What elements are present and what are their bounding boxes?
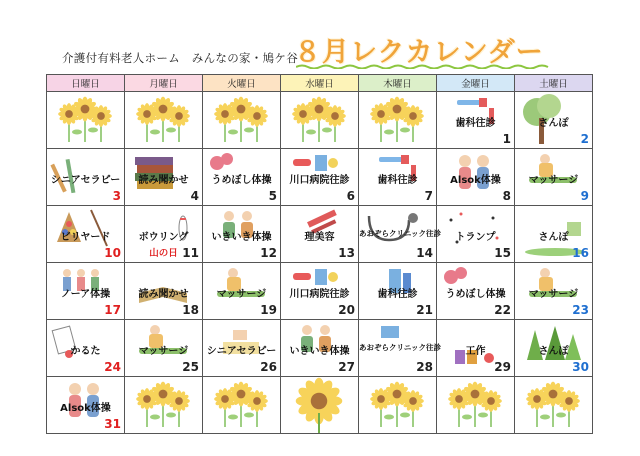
calendar-day-cell (437, 263, 515, 320)
header-tuesday: 火曜日 (203, 75, 281, 92)
calendar-day-cell (359, 263, 437, 320)
holiday-label: 山の日 (149, 248, 178, 259)
event-label: 歯科往診 (377, 175, 418, 186)
day-number: 17 (104, 303, 121, 317)
day-number: 11 (182, 246, 199, 260)
calendar-day-cell (437, 320, 515, 377)
calendar-day-cell (515, 263, 593, 320)
event-label: かるた (70, 346, 101, 357)
day-number: 7 (424, 189, 433, 203)
header-friday: 金曜日 (437, 75, 515, 92)
day-number: 28 (416, 360, 433, 374)
day-number: 15 (494, 246, 511, 260)
day-number: 19 (260, 303, 277, 317)
event-label: マッサージ (216, 289, 267, 300)
header-saturday: 土曜日 (515, 75, 593, 92)
calendar-week-row (47, 263, 593, 320)
calendar-empty-cell (437, 377, 515, 434)
calendar-day-cell (515, 206, 593, 263)
event-label: トランプ (455, 232, 496, 243)
calendar-empty-cell (359, 377, 437, 434)
event-label: うめぼし体操 (445, 289, 506, 300)
calendar-day-cell (281, 320, 359, 377)
event-label: 川口病院往診 (289, 175, 350, 186)
calendar-week-row (47, 92, 593, 149)
calendar-day-cell (47, 320, 125, 377)
calendar-day-cell (281, 206, 359, 263)
header-wednesday: 水曜日 (281, 75, 359, 92)
event-label: 歯科往診 (377, 289, 418, 300)
day-number: 25 (182, 360, 199, 374)
day-number: 21 (416, 303, 433, 317)
day-number: 8 (502, 189, 511, 203)
calendar-day-cell (281, 149, 359, 206)
day-number: 13 (338, 246, 355, 260)
calendar-week-row (47, 149, 593, 206)
event-label: 川口病院往診 (289, 289, 350, 300)
calendar-day-cell (437, 92, 515, 149)
day-number: 26 (260, 360, 277, 374)
event-label: うめぼし体操 (211, 175, 272, 186)
header-sunday: 日曜日 (47, 75, 125, 92)
calendar-empty-cell (203, 377, 281, 434)
day-number: 9 (580, 189, 589, 203)
calendar-day-cell (125, 206, 203, 263)
day-number: 5 (268, 189, 277, 203)
event-label: マッサージ (528, 175, 579, 186)
calendar-day-cell (515, 149, 593, 206)
calendar-week-row (47, 320, 593, 377)
calendar-day-cell (125, 263, 203, 320)
event-label: シニアセラピー (50, 175, 121, 186)
calendar-day-cell (437, 206, 515, 263)
event-label: 理美容 (304, 232, 335, 243)
calendar-day-cell (437, 149, 515, 206)
event-label: Alsok体操 (450, 175, 501, 186)
event-label: いきいき体操 (289, 346, 350, 357)
calendar-day-cell (203, 320, 281, 377)
calendar-week-row (47, 206, 593, 263)
day-number: 31 (104, 417, 121, 431)
calendar-day-cell (359, 320, 442, 377)
calendar-empty-cell (359, 92, 437, 149)
event-label: さんぽ (538, 118, 569, 129)
event-label: あおぞらクリニック往診 (359, 229, 442, 238)
calendar-empty-cell (125, 377, 203, 434)
calendar-day-cell (47, 206, 125, 263)
calendar-empty-cell (47, 92, 125, 149)
calendar-title: ８月レクカレンダー (294, 37, 544, 68)
day-number: 16 (572, 246, 589, 260)
event-label: ビリヤード (60, 232, 111, 243)
day-number: 6 (346, 189, 355, 203)
calendar-day-cell (359, 206, 442, 263)
calendar-empty-cell (281, 377, 359, 434)
day-number: 2 (580, 132, 589, 146)
calendar-empty-cell (281, 92, 359, 149)
title-underline-decoration (296, 64, 551, 69)
facility-name: 介護付有料老人ホーム みんなの家・鳩ケ谷 (62, 51, 298, 65)
calendar-day-cell (359, 149, 437, 206)
day-number: 18 (182, 303, 199, 317)
calendar-day-cell (203, 206, 281, 263)
calendar-day-cell (281, 263, 359, 320)
calendar-day-cell (125, 320, 203, 377)
day-number: 20 (338, 303, 355, 317)
calendar-day-cell (203, 263, 281, 320)
event-label: Alsok体操 (60, 403, 111, 414)
calendar-empty-cell (203, 92, 281, 149)
event-label: 工作 (465, 346, 486, 357)
calendar-day-cell (515, 320, 593, 377)
calendar-day-cell (47, 149, 125, 206)
event-label: ノーア体操 (60, 289, 111, 300)
calendar-table (46, 74, 593, 434)
event-label: ボウリング (138, 232, 189, 243)
day-number: 1 (502, 132, 511, 146)
day-number: 10 (104, 246, 121, 260)
header-thursday: 木曜日 (359, 75, 437, 92)
event-label: マッサージ (528, 289, 579, 300)
event-label: シニアセラピー (206, 346, 277, 357)
event-label: いきいき体操 (211, 232, 272, 243)
event-label: あおぞらクリニック往診 (359, 343, 442, 352)
day-number: 3 (112, 189, 121, 203)
day-number: 14 (416, 246, 433, 260)
weekday-header-row (47, 75, 593, 92)
day-number: 27 (338, 360, 355, 374)
day-number: 22 (494, 303, 511, 317)
calendar-empty-cell (515, 377, 593, 434)
calendar-week-row (47, 377, 593, 434)
event-label: 歯科往診 (455, 118, 496, 129)
day-number: 30 (572, 360, 589, 374)
day-number: 23 (572, 303, 589, 317)
event-label: マッサージ (138, 346, 189, 357)
event-label: さんぽ (538, 232, 569, 243)
day-number: 4 (190, 189, 199, 203)
calendar-day-cell (203, 149, 281, 206)
event-label: 読み聞かせ (138, 289, 189, 300)
event-label: 読み聞かせ (138, 175, 189, 186)
day-number: 12 (260, 246, 277, 260)
calendar-day-cell (47, 263, 125, 320)
calendar-day-cell (125, 149, 203, 206)
calendar-day-cell (47, 377, 125, 434)
header-monday: 月曜日 (125, 75, 203, 92)
calendar-body (47, 92, 593, 434)
calendar-empty-cell (125, 92, 203, 149)
day-number: 29 (494, 360, 511, 374)
calendar-day-cell (515, 92, 593, 149)
day-number: 24 (104, 360, 121, 374)
event-label: さんぽ (538, 346, 569, 357)
